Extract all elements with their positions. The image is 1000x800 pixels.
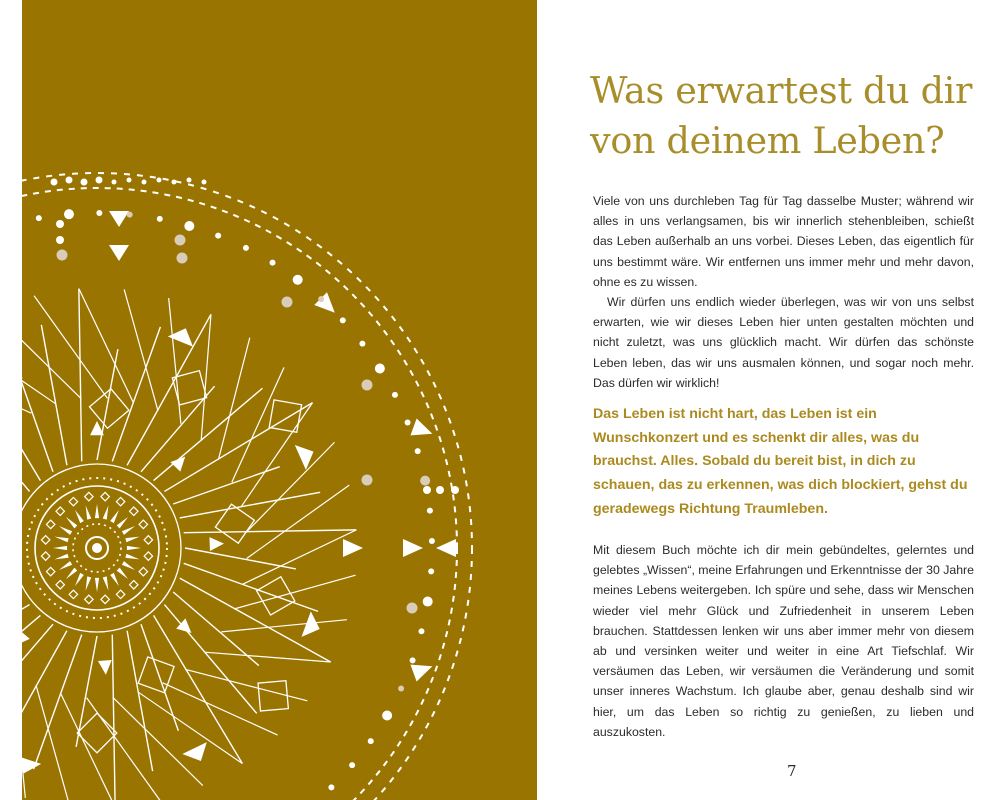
intro-paragraph-2: Wir dürfen uns endlich wieder überlegen, was wir von uns selbst erwarten, wie wir dieses Leben hier unten gestalten möchten und nicht zuletzt, was uns glücklich macht. Wir dürfen das schönste Leben leben, das wir uns ausmalen können, und sogar noch mehr. Das dürfen wir wirklich!	[593, 295, 974, 390]
highlight-quote: Das Leben ist nicht hart, das Leben ist ein Wunschkonzert und es schenkt dir alles, was du brauchst. Alles. Sobald du bereit bist, in dich zu schauen, das zu erkennen, was dich blockiert, gehst du geradewegs Richtung Traumleben.	[593, 406, 968, 517]
closing-text	[593, 540, 974, 742]
page-number: 7	[787, 762, 797, 780]
intro-paragraph-1: Viele von uns durchleben Tag für Tag dasselbe Muster; während wir alles in uns verlangsamen, bis wir innerlich stehenbleiben, schießt das Leben außerhalb an uns vorbei. Dieses Leben, das eigentlich für uns bestimmt wäre. Wir entfernen uns immer mehr und mehr davon, ohne es zu wissen.	[593, 194, 974, 289]
mandala-ornament-icon	[22, 0, 537, 800]
closing-paragraph: Mit diesem Buch möchte ich dir mein gebündeltes, gelerntes und gelebtes „Wissen“, meine Erfahrungen und Erkenntnisse der 30 Jahre meines Lebens weitergeben. Ich spüre und sehe, dass wir Menschen wieder viel mehr Glück und Zufriedenheit in unserem Leben brauchen. Stattdessen lenken wir uns aber immer mehr von diesem ab und versinken weiter und weiter in eine Art Tiefschlaf. Wir versäumen das Leben, wir versäumen die Veränderung und somit unser inneres Wachstum. Ich glaube aber, genau deshalb sind wir hier, um das Leben so richtig zu genießen, zu lieben und auszukosten.	[593, 543, 974, 739]
page-title: Was erwartest du dir von deinem Leben?	[590, 69, 973, 162]
intro-text	[593, 191, 974, 393]
right-page	[537, 0, 1000, 800]
gold-decor-panel	[22, 0, 537, 800]
